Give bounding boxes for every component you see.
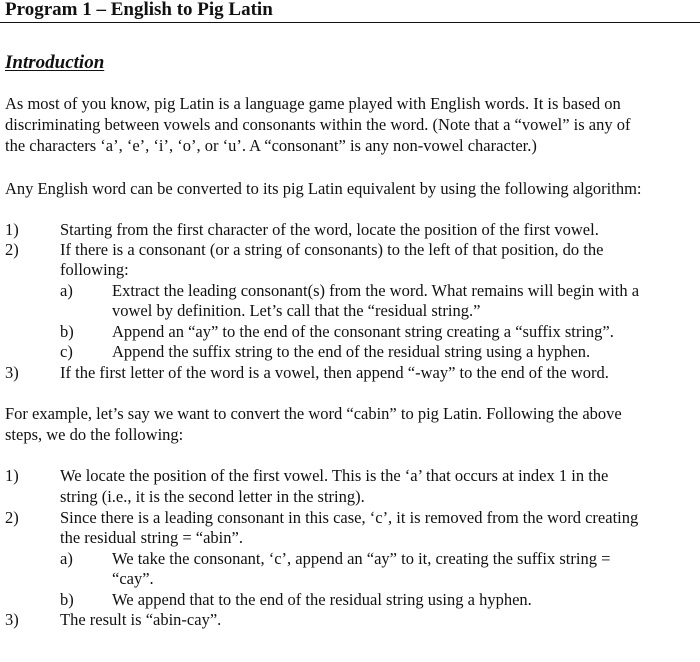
section-heading: Introduction xyxy=(5,52,105,73)
algorithm-step-number: 2) xyxy=(5,240,19,259)
example-step-number: 2) xyxy=(5,508,19,527)
algorithm-substep-text: Extract the leading consonant(s) from the word. What remains will begin with a xyxy=(112,281,640,300)
example-step-text: The result is “abin-cay”. xyxy=(60,610,222,629)
example-intro-line: steps, we do the following: xyxy=(5,425,184,444)
example-step-number: 1) xyxy=(5,466,19,485)
example-substep-text: We append that to the end of the residual string using a hyphen. xyxy=(112,590,532,609)
example-substep-letter: b) xyxy=(60,590,74,609)
algorithm-step-number: 3) xyxy=(5,363,19,382)
algorithm-substep-text: vowel by definition. Let’s call that the “residual string.” xyxy=(112,301,481,320)
example-substep-letter: a) xyxy=(60,549,73,568)
intro-paragraph-line: discriminating between vowels and consonants within the word. (Note that a “vowel” is any of xyxy=(5,115,631,134)
title-bar xyxy=(0,0,700,24)
example-step-number: 3) xyxy=(5,610,19,629)
example-substep-text: “cay”. xyxy=(112,569,154,588)
algorithm-substep-letter: a) xyxy=(60,281,73,300)
intro-paragraph-line: As most of you know, pig Latin is a language game played with English words. It is based on xyxy=(5,94,621,113)
algorithm-step-text: following: xyxy=(60,260,129,279)
algorithm-substep-letter: b) xyxy=(60,322,74,341)
algorithm-step-number: 1) xyxy=(5,220,19,239)
algorithm-substep-text: Append an “ay” to the end of the consonant string creating a “suffix string”. xyxy=(112,322,614,341)
algorithm-substep-text: Append the suffix string to the end of the residual string using a hyphen. xyxy=(112,342,591,361)
algorithm-step-text: If the first letter of the word is a vowel, then append “-way” to the end of the word. xyxy=(60,363,609,382)
example-step-text: Since there is a leading consonant in this case, ‘c’, it is removed from the word creating xyxy=(60,508,639,527)
algorithm-substep-letter: c) xyxy=(60,342,73,361)
algorithm-intro: Any English word can be converted to its pig Latin equivalent by using the following algorithm: xyxy=(5,179,642,198)
document-title: Program 1 – English to Pig Latin xyxy=(5,0,273,20)
title-underline-rule xyxy=(0,22,700,23)
example-step-text: string (i.e., it is the second letter in the string). xyxy=(60,487,365,506)
example-step-text: the residual string = “abin”. xyxy=(60,528,243,547)
example-step-text: We locate the position of the first vowel. This is the ‘a’ that occurs at index 1 in the xyxy=(60,466,609,485)
algorithm-step-text: If there is a consonant (or a string of consonants) to the left of that position, do the xyxy=(60,240,604,259)
example-intro-line: For example, let’s say we want to convert the word “cabin” to pig Latin. Following the above xyxy=(5,404,622,423)
algorithm-step-text: Starting from the first character of the word, locate the position of the first vowel. xyxy=(60,220,599,239)
example-substep-text: We take the consonant, ‘c’, append an “ay” to it, creating the suffix string = xyxy=(112,549,611,568)
intro-paragraph-line: the characters ‘a’, ‘e’, ‘i’, ‘o’, or ‘u’. A “consonant” is any non-vowel character.) xyxy=(5,136,537,155)
